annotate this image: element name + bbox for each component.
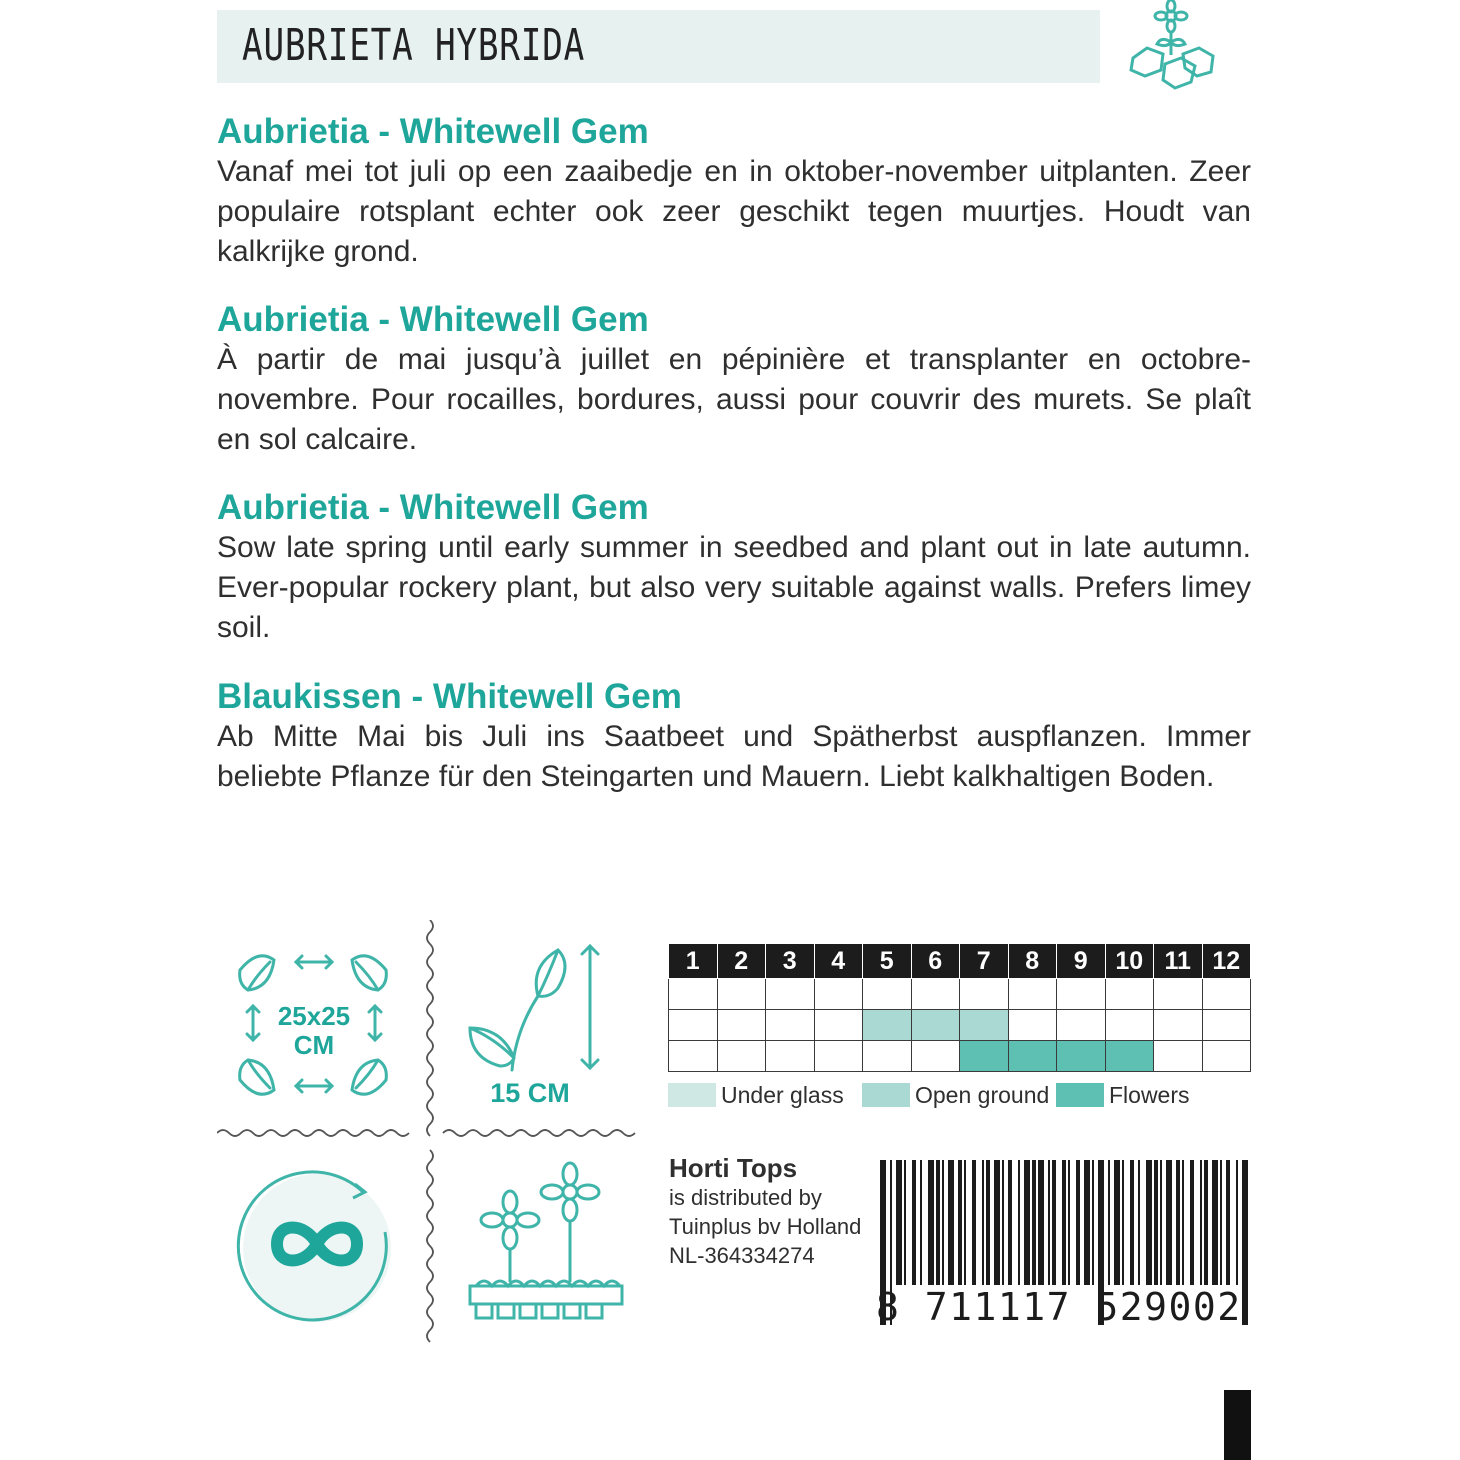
barcode-bar	[1008, 1160, 1012, 1285]
spacing-label	[268, 1002, 360, 1060]
barcode-bar	[1154, 1160, 1158, 1285]
spacing-unit: CM	[293, 1030, 335, 1060]
calendar-cell	[1202, 1041, 1251, 1072]
infinity-cycle-icon	[235, 1170, 405, 1325]
barcode-bar	[1114, 1160, 1120, 1285]
calendar-cell	[1008, 979, 1057, 1010]
calendar-cell	[1008, 1010, 1057, 1041]
month-header: 2	[717, 944, 766, 979]
barcode-bar	[1138, 1160, 1140, 1285]
month-header: 8	[1008, 944, 1057, 979]
section-text: Ab Mitte Mai bis Juli ins Saatbeet und Spätherbst auspflanzen. Immer beliebte Pflanze für den Steingarten und Mauern. Liebt kalkhaltigen Boden.	[217, 720, 1251, 793]
barcode-bar	[1166, 1160, 1172, 1285]
legend-open-ground	[862, 1080, 1049, 1110]
calendar-cell	[1008, 1041, 1057, 1072]
calendar-cell	[814, 1010, 863, 1041]
barcode-bar	[1130, 1160, 1134, 1285]
calendar-cell	[1154, 1041, 1203, 1072]
month-header: 6	[911, 944, 960, 979]
month-header: 10	[1105, 944, 1154, 979]
calendar-row	[669, 1041, 1251, 1072]
barcode-bar	[1122, 1160, 1124, 1285]
barcode-bar	[1018, 1160, 1020, 1285]
barcode-bar	[948, 1160, 954, 1285]
calendar-cell	[669, 1041, 718, 1072]
calendar-cell	[1105, 979, 1154, 1010]
calendar-cell	[960, 979, 1009, 1010]
calendar-cell	[814, 1041, 863, 1072]
barcode-bar	[1242, 1160, 1248, 1325]
month-header: 7	[960, 944, 1009, 979]
month-header: 9	[1057, 944, 1106, 979]
calendar-cell	[1057, 1041, 1106, 1072]
barcode-bar	[1076, 1160, 1080, 1285]
section-heading: Aubrietia - Whitewell Gem	[217, 488, 649, 527]
calendar-cell	[911, 1041, 960, 1072]
spacing-value: 25x25	[277, 1001, 351, 1031]
barcode-bar	[1032, 1160, 1036, 1285]
legend-label: Flowers	[1109, 1081, 1190, 1108]
calendar-cell	[669, 979, 718, 1010]
calendar-cell	[717, 1041, 766, 1072]
barcode-bar	[958, 1160, 962, 1285]
month-header: 4	[814, 944, 863, 979]
month-header: 1	[669, 944, 718, 979]
calendar-row	[669, 979, 1251, 1010]
barcode-bar	[1062, 1160, 1066, 1285]
calendar-cell	[960, 1010, 1009, 1041]
calendar-cell	[717, 1010, 766, 1041]
calendar-cell	[1154, 979, 1203, 1010]
barcode-bar	[1024, 1160, 1030, 1285]
barcode-bar	[942, 1160, 944, 1285]
barcode-bar	[1048, 1160, 1050, 1285]
barcode-bar	[1212, 1160, 1218, 1285]
barcode-bar	[1204, 1160, 1208, 1285]
calendar-cell	[863, 979, 912, 1010]
section-text: Sow late spring until early summer in seedbed and plant out in late autumn. Ever-popular rockery plant, but also very suitable against walls. Prefers limey soil.	[217, 531, 1251, 644]
plant-height-icon	[462, 940, 612, 1080]
calendar-cell	[1202, 979, 1251, 1010]
barcode-bar	[1176, 1160, 1180, 1285]
barcode-bar	[936, 1160, 940, 1285]
barcode-bar	[1146, 1160, 1152, 1285]
barcode-bar	[1200, 1160, 1202, 1285]
calendar-cell	[911, 979, 960, 1010]
calendar-cell	[1057, 979, 1106, 1010]
barcode-bar	[1002, 1160, 1004, 1285]
calendar-cell	[911, 1010, 960, 1041]
section-dutch	[217, 112, 1251, 272]
barcode-bar	[986, 1160, 990, 1285]
flower-in-pots-icon	[1125, 0, 1217, 98]
section-french	[217, 300, 1251, 460]
month-header: 12	[1202, 944, 1251, 979]
section-text: Vanaf mei tot juli op een zaaibedje en in oktober-november uitplanten. Zeer populaire rotsplant echter ook zeer geschikt tegen muurtjes. Houdt van kalkrijke grond.	[217, 155, 1251, 268]
section-heading: Blaukissen - Whitewell Gem	[217, 677, 682, 716]
barcode-bar	[1226, 1160, 1230, 1285]
calendar-cell	[1105, 1041, 1154, 1072]
month-header: 5	[863, 944, 912, 979]
barcode-bar	[1038, 1160, 1044, 1285]
legend-label: Under glass	[721, 1081, 844, 1108]
brand-name: Horti Tops	[669, 1153, 798, 1183]
calendar-cell	[1105, 1010, 1154, 1041]
calendar-cell	[814, 979, 863, 1010]
legend-label: Open ground	[915, 1081, 1050, 1108]
calendar-cell	[766, 1010, 815, 1041]
calendar-row	[669, 1010, 1251, 1041]
barcode-number: 8 711117 529002	[876, 1285, 1242, 1329]
barcode-bar	[1052, 1160, 1056, 1285]
barcode-bar	[982, 1160, 984, 1285]
barcode-bar	[896, 1160, 902, 1285]
legend-swatch	[668, 1083, 716, 1107]
calendar-header-row	[669, 944, 1251, 979]
calendar-cell	[669, 1010, 718, 1041]
month-header: 3	[766, 944, 815, 979]
calendar-cell	[717, 979, 766, 1010]
barcode-bar	[904, 1160, 906, 1285]
calendar-cell	[1202, 1010, 1251, 1041]
barcode-bar	[928, 1160, 934, 1285]
sowing-calendar	[668, 943, 1251, 1072]
calendar-cell	[1057, 1010, 1106, 1041]
calendar-table	[668, 943, 1251, 1072]
month-header: 11	[1154, 944, 1203, 979]
barcode-bar	[1068, 1160, 1070, 1285]
barcode-bar	[972, 1160, 976, 1285]
legend-swatch	[862, 1083, 910, 1107]
registration-mark	[1224, 1390, 1251, 1460]
calendar-cell	[863, 1041, 912, 1072]
barcode-bar	[994, 1160, 1000, 1285]
section-german	[217, 677, 1251, 797]
section-text: À partir de mai jusqu’à juillet en pépinière et transplanter en octobre-novembre. Pour rocailles, bordures, aussi pour couvrir des murets. Se plaît en sol calcaire.	[217, 343, 1251, 456]
legend-swatch	[1056, 1083, 1104, 1107]
page-title: AUBRIETA HYBRIDA	[242, 20, 586, 71]
calendar-cell	[1154, 1010, 1203, 1041]
distributor-info	[669, 1154, 861, 1270]
barcode-bar	[1160, 1160, 1162, 1285]
seedling-tray-icon	[462, 1160, 632, 1325]
barcode-bar	[1190, 1160, 1194, 1285]
barcode-bar	[1092, 1160, 1094, 1285]
barcode-bar	[1236, 1160, 1238, 1285]
barcode-bar	[1220, 1160, 1222, 1285]
calendar-cell	[766, 979, 815, 1010]
section-heading: Aubrietia - Whitewell Gem	[217, 300, 649, 339]
barcode-bar	[1108, 1160, 1110, 1285]
barcode-bar	[1182, 1160, 1184, 1285]
calendar-cell	[863, 1010, 912, 1041]
barcode-bar	[920, 1160, 922, 1285]
calendar-cell	[960, 1041, 1009, 1072]
barcode-bar	[1084, 1160, 1090, 1285]
distributor-line: is distributed by	[669, 1185, 822, 1210]
section-english	[217, 488, 1251, 648]
distributor-line: Tuinplus bv Holland	[669, 1214, 862, 1239]
section-heading: Aubrietia - Whitewell Gem	[217, 112, 649, 151]
height-label: 15 CM	[490, 1078, 570, 1108]
distributor-line: NL-364334274	[669, 1243, 815, 1268]
barcode-bar	[964, 1160, 966, 1285]
legend-flowers	[1056, 1080, 1190, 1110]
barcode-bar	[912, 1160, 916, 1285]
calendar-cell	[766, 1041, 815, 1072]
legend-under-glass	[668, 1080, 844, 1110]
divider-horizontal	[217, 1125, 642, 1141]
